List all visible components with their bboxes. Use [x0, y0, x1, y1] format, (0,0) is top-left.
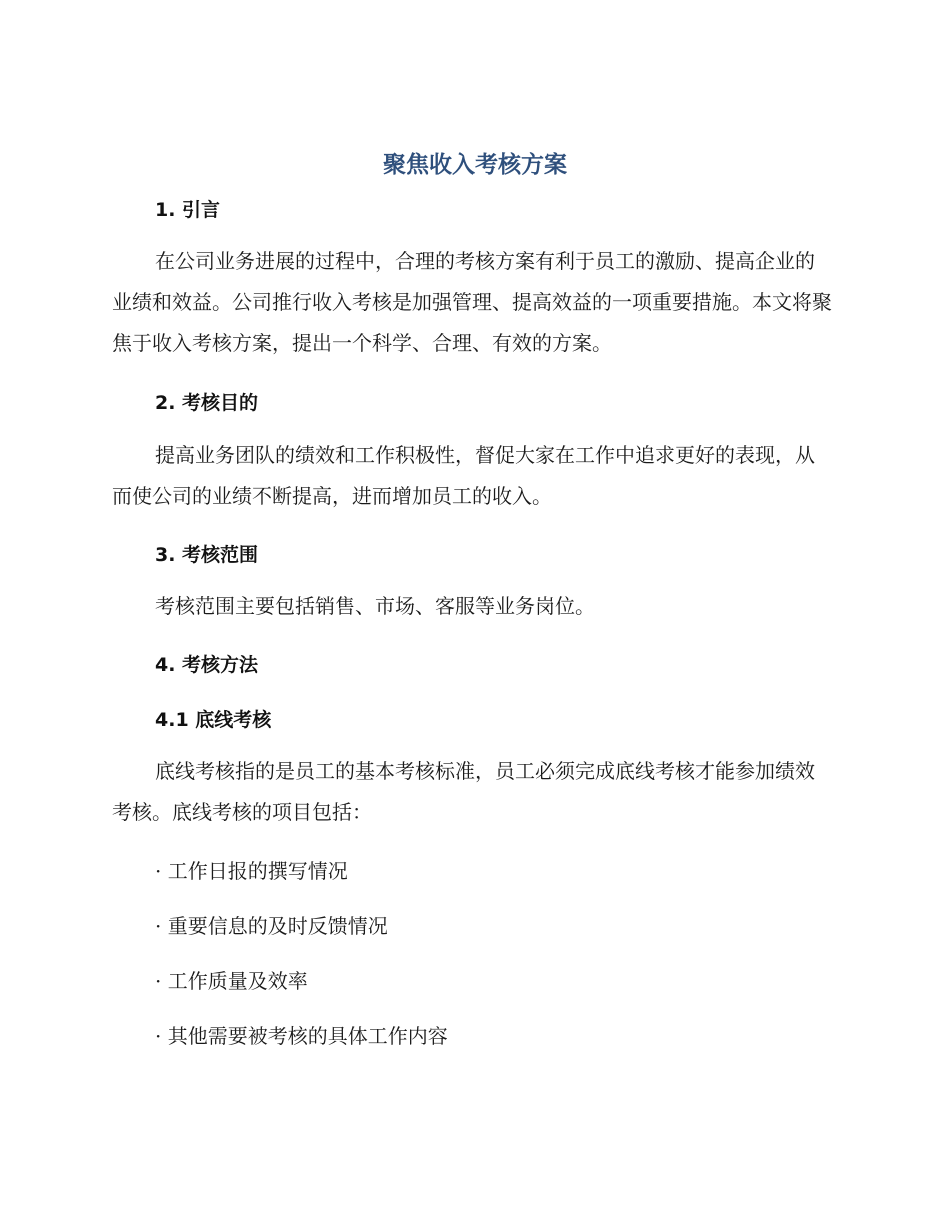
section-heading-scope: 3. 考核范围	[155, 544, 259, 566]
list-item: · 其他需要被考核的具体工作内容	[155, 1024, 448, 1048]
section-paragraph-scope: 考核范围主要包括销售、市场、客服等业务岗位。	[155, 594, 595, 618]
list-item: · 工作日报的撰写情况	[155, 859, 348, 883]
section-paragraph-purpose: 提高业务团队的绩效和工作积极性，督促大家在工作中追求更好的表现，从而使公司的业绩不断提高，进而增加员工的收入。	[112, 443, 815, 508]
section-paragraph-baseline: 底线考核指的是员工的基本考核标准，员工必须完成底线考核才能参加绩效考核。底线考核的项目包括：	[112, 759, 815, 824]
list-item: · 工作质量及效率	[155, 969, 308, 993]
list-item: · 重要信息的及时反馈情况	[155, 914, 388, 938]
document-title: 聚焦收入考核方案	[383, 152, 567, 178]
section-heading-purpose: 2. 考核目的	[155, 392, 259, 414]
section-paragraph-introduction: 在公司业务进展的过程中，合理的考核方案有利于员工的激励、提高企业的业绩和效益。公司推行收入考核是加强管理、提高效益的一项重要措施。本文将聚焦于收入考核方案，提出一个科学、合理、有效的方案。	[112, 249, 832, 355]
section-heading-introduction: 1. 引言	[155, 199, 221, 221]
section-heading-method: 4. 考核方法	[155, 654, 259, 676]
section-heading-baseline: 4.1 底线考核	[155, 709, 272, 731]
